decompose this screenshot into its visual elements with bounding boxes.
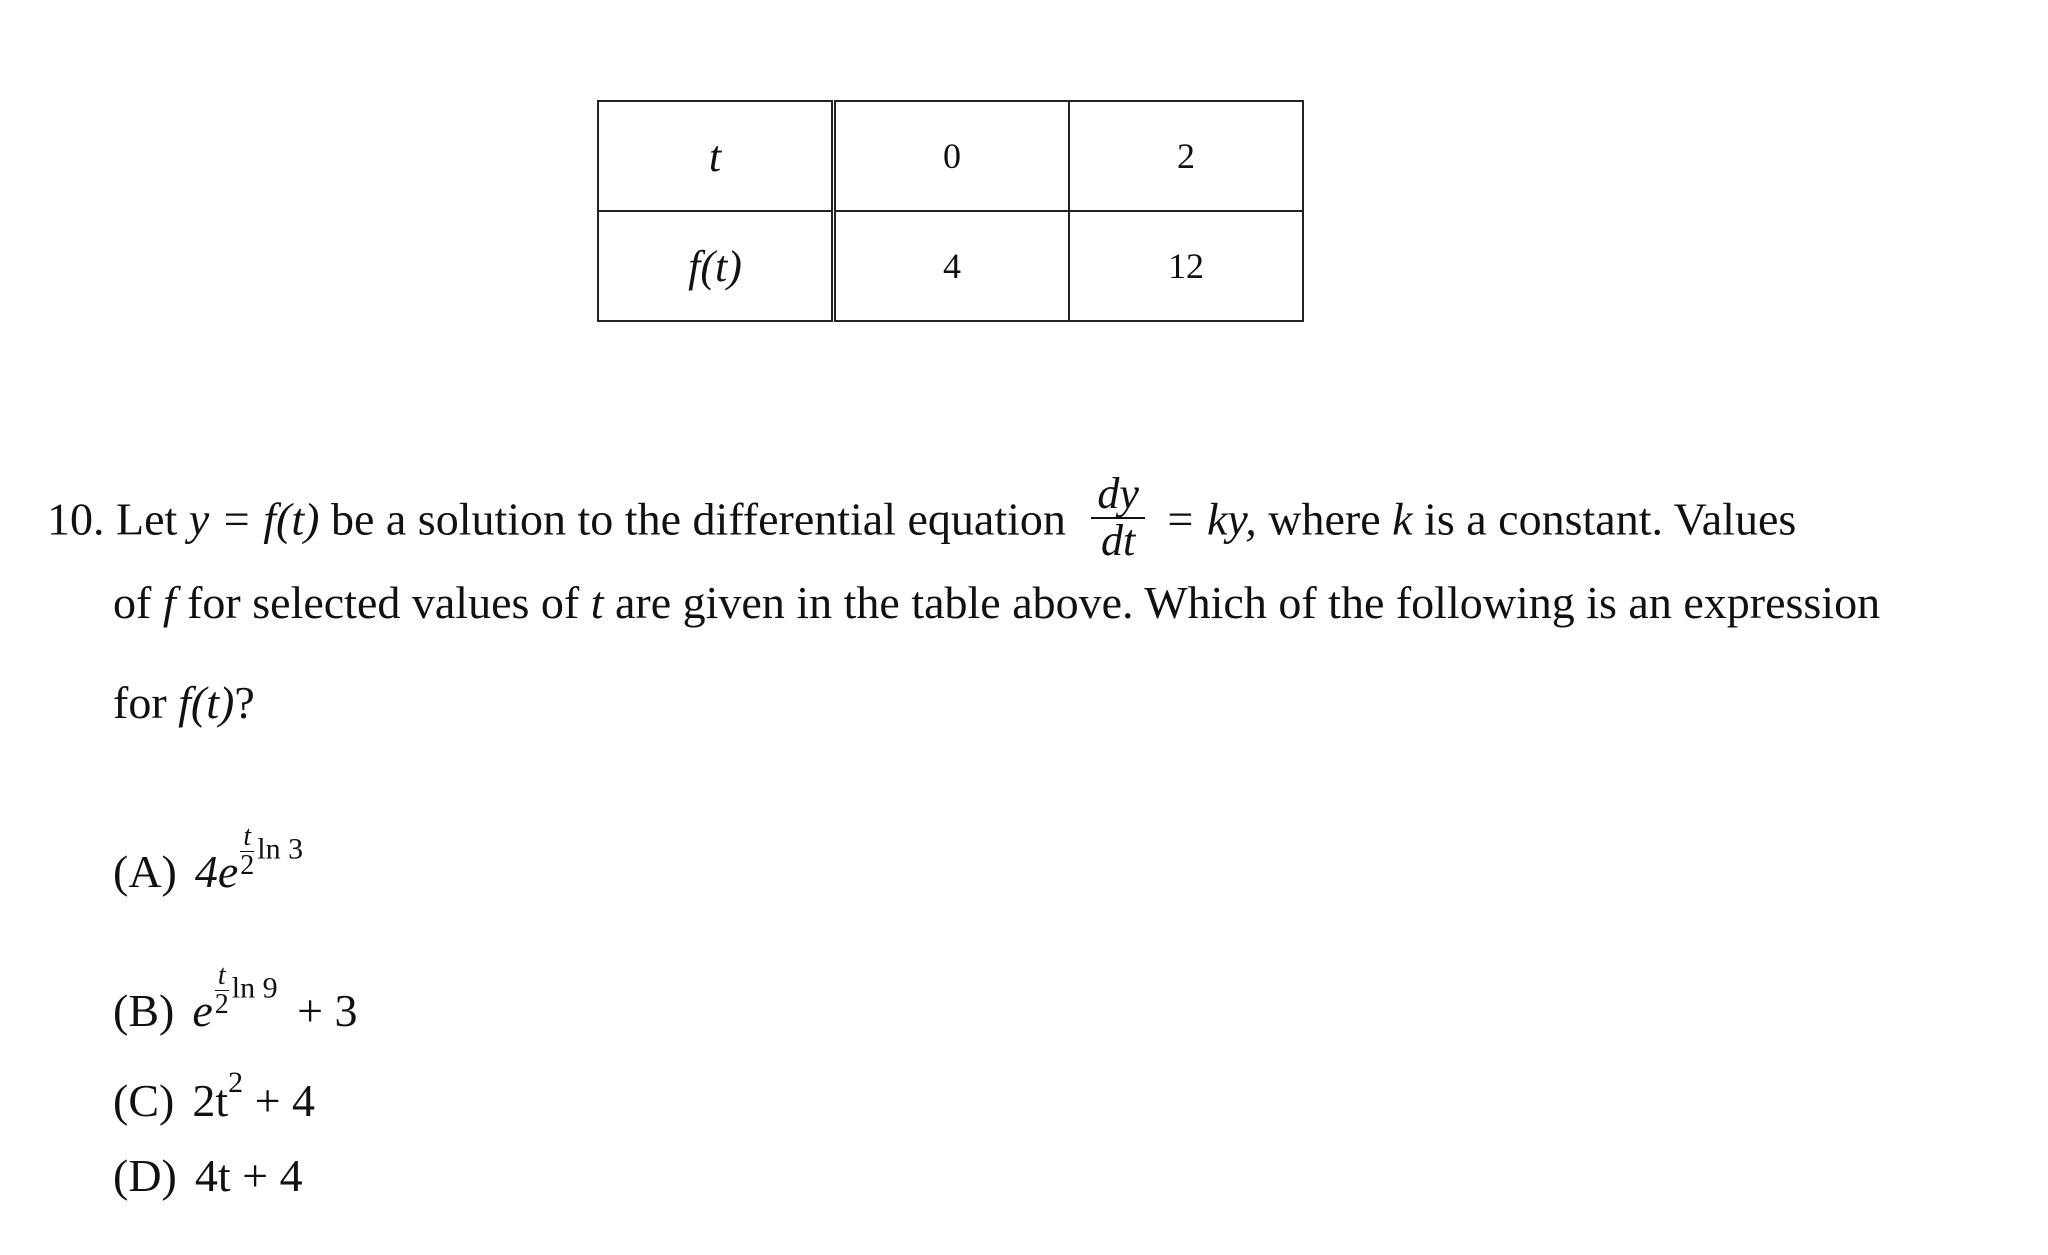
exponent-denominator: 2 [214, 989, 229, 1020]
table-cell: 12 [1069, 211, 1303, 321]
choice-letter: (D) [113, 1150, 177, 1201]
table-row [598, 101, 1303, 211]
table-cell: 0 [834, 101, 1070, 211]
question-text-segment: for [113, 677, 167, 728]
derivative-fraction [1091, 469, 1145, 565]
choice-power: 2 [228, 1066, 244, 1099]
exponent-log: ln 3 [257, 832, 304, 866]
table-header-ft: f(t) [598, 211, 834, 321]
choice-a[interactable] [113, 823, 303, 895]
exponent-denominator: 2 [240, 850, 255, 881]
question-text-segment: for selected values of [187, 577, 580, 628]
question-line-2 [113, 577, 1881, 628]
choice-tail: + 3 [297, 984, 358, 1036]
choice-letter: (C) [113, 1075, 175, 1126]
question-line-1 [47, 469, 1797, 570]
question-text-segment: are given in the table above. Which of the following is an expression [615, 577, 1881, 628]
question-text-segment: where [1268, 493, 1381, 545]
choice-base: 4e [194, 845, 239, 897]
question-text-segment: Let [116, 493, 178, 545]
choice-tail: + 4 [254, 1075, 316, 1126]
values-table [597, 100, 1304, 322]
variable-t: t [590, 577, 604, 628]
variable-k: k [1392, 493, 1413, 545]
exponent-fraction [215, 962, 229, 1019]
question-text-segment: is a constant. Values [1424, 493, 1797, 545]
question-mark: ? [234, 677, 255, 728]
exponent-fraction [240, 823, 254, 880]
choice-b[interactable] [113, 962, 358, 1034]
table-row [598, 211, 1303, 321]
question-text-segment: of [113, 577, 152, 628]
exponent [240, 823, 303, 880]
table-cell: 4 [834, 211, 1070, 321]
choice-expression: 4t + 4 [194, 1150, 303, 1201]
table-header-t: t [598, 101, 834, 211]
choice-d[interactable] [113, 1150, 303, 1201]
fraction-denominator: dt [1101, 515, 1136, 565]
fraction-numerator: dy [1091, 472, 1145, 519]
equation-ky: = ky, [1164, 493, 1257, 545]
exponent-numerator: t [215, 962, 229, 991]
question-number: 10. [47, 493, 105, 545]
choice-coefficient: 2t [192, 1075, 229, 1126]
question-text-segment: be a solution to the differential equation [330, 493, 1066, 545]
exponent-log: ln 9 [231, 971, 278, 1005]
function-f-of-t: f(t) [178, 677, 235, 728]
choice-base: e [192, 984, 213, 1036]
choice-letter: (B) [113, 984, 175, 1036]
equation-y-equals-f: y = f(t) [188, 493, 320, 545]
exponent [215, 962, 278, 1019]
choice-c[interactable] [113, 1068, 315, 1124]
question-line-3 [113, 677, 255, 728]
table-cell: 2 [1069, 101, 1303, 211]
variable-f: f [162, 577, 176, 628]
choice-letter: (A) [113, 845, 177, 897]
exponent-numerator: t [240, 823, 254, 852]
